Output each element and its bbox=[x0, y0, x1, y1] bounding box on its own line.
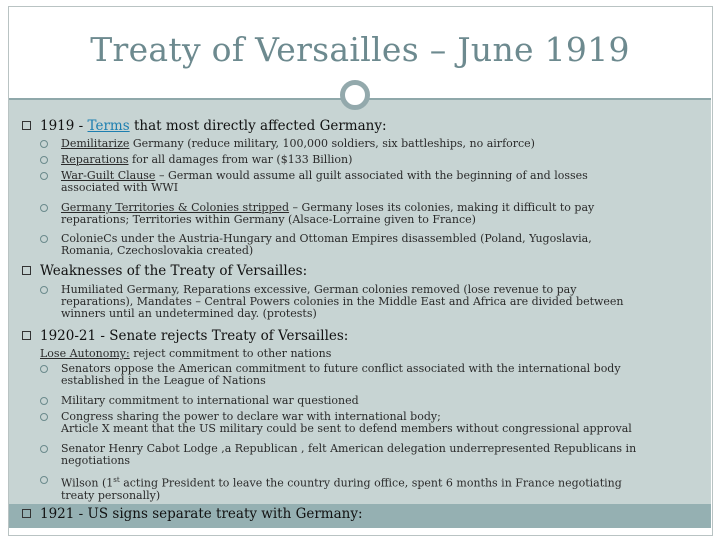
decorative-circle-icon bbox=[340, 80, 370, 110]
term-war-guilt: War-Guilt Clause bbox=[61, 169, 156, 182]
item-text-line2: treaty personally) bbox=[61, 488, 161, 502]
circle-bullet-icon bbox=[40, 286, 48, 294]
slide-title: Treaty of Versailles – June 1919 bbox=[90, 30, 630, 69]
section-heading: Weaknesses of the Treaty of Versailles: bbox=[40, 263, 308, 279]
circle-bullet-icon bbox=[40, 476, 48, 484]
item-text: Congress sharing the power to declare war with international body; bbox=[61, 410, 441, 423]
square-bullet-icon bbox=[22, 266, 31, 275]
lose-autonomy-label bbox=[40, 347, 331, 360]
section-heading: 1921 - US signs separate treaty with Germany: bbox=[40, 506, 363, 522]
square-bullet-icon bbox=[22, 509, 31, 518]
circle-bullet-icon bbox=[40, 156, 48, 164]
item-text: ColonieCs under the Austria-Hungary and Ottoman Empires disassembled (Poland, Yugoslavia, bbox=[61, 232, 592, 245]
item-text: Military commitment to international war questioned bbox=[61, 394, 359, 407]
item-text: Humiliated Germany, Reparations excessive, German colonies removed (lose revenue to pay bbox=[61, 283, 577, 296]
section-heading: 1920-21 - Senate rejects Treaty of Versailles: bbox=[40, 328, 349, 344]
circle-bullet-icon bbox=[40, 235, 48, 243]
item-text: – German would assume all guilt associated with the beginning of and losses bbox=[155, 169, 588, 182]
circle-bullet-icon bbox=[40, 140, 48, 148]
item-text: Senators oppose the American commitment to future conflict associated with the international body bbox=[61, 362, 621, 375]
circle-bullet-icon bbox=[40, 397, 48, 405]
item-text-line2: reparations), Mandates – Central Powers colonies in the Middle East and Africa are divided between bbox=[61, 295, 624, 308]
square-bullet-icon bbox=[22, 121, 31, 130]
item-text-line2: Article X meant that the US military could be sent to defend members without congressional approval bbox=[61, 422, 632, 435]
section-prefix: 1919 - bbox=[40, 118, 88, 134]
item-text-line2: negotiations bbox=[61, 454, 131, 467]
item-text: Senator Henry Cabot Lodge ,a Republican , felt American delegation underrepresented Republicans in bbox=[61, 442, 637, 455]
circle-bullet-icon bbox=[40, 204, 48, 212]
circle-bullet-icon bbox=[40, 172, 48, 180]
term-reparations: Reparations bbox=[61, 153, 129, 166]
item-text-cont: acting President to leave the country during office, spent 6 months in France negotiating bbox=[119, 476, 622, 490]
term-territories: Germany Territories & Colonies stripped bbox=[61, 201, 290, 214]
circle-bullet-icon bbox=[40, 445, 48, 453]
circle-bullet-icon bbox=[40, 365, 48, 373]
lose-autonomy-term: Lose Autonomy: bbox=[40, 347, 130, 360]
ordinal-superscript: st bbox=[113, 476, 120, 484]
item-text: – Germany loses its colonies, making it difficult to pay bbox=[289, 201, 595, 214]
item-text-line2: Romania, Czechoslovakia created) bbox=[61, 244, 254, 257]
item-text-line2: reparations; Territories within Germany (Alsace-Lorraine given to France) bbox=[61, 213, 476, 226]
item-text: Germany (reduce military, 100,000 soldiers, six battleships, no airforce) bbox=[129, 137, 535, 150]
lose-autonomy-text: reject commitment to other nations bbox=[129, 347, 332, 360]
item-text-line2: associated with WWI bbox=[61, 181, 179, 194]
section-rest: that most directly affected Germany: bbox=[129, 118, 387, 134]
circle-bullet-icon bbox=[40, 413, 48, 421]
terms-link[interactable]: Terms bbox=[87, 118, 130, 134]
term-demilitarize: Demilitarize bbox=[61, 137, 130, 150]
item-text: for all damages from war ($133 Billion) bbox=[128, 153, 353, 166]
item-text-line2: established in the League of Nations bbox=[61, 374, 266, 387]
item-text: Wilson (1 bbox=[61, 476, 114, 490]
square-bullet-icon bbox=[22, 331, 31, 340]
item-text-line3: winners until an undetermined day. (protests) bbox=[61, 307, 317, 320]
